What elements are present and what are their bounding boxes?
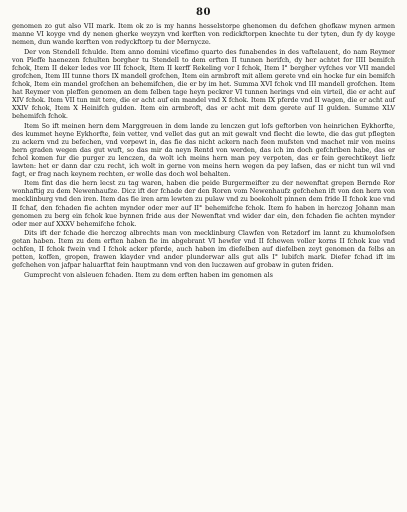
paragraph-3: Item So ift meinen hern dem Marggreuen in dem lande zu lenczen gut lofs geftorben von heinrichen Eykhorfte, des kummet heyne Eykhorfte, fein vetter, vnd vellet das gut an mit gewalt vnd flecht die lewte, die das gut pflegten zu ackern vnd zu befechen, vnd vorpewt in, das fie das nicht ackern nach feen mufsten vnd machet mir von meins hern graden wegen das gut wuft, so das mir da neyn Rentd von werden, das ich im doch gefchriben habe, das er fchol komen fur die purger zu lenczen, da wolt ich meins hern man pey verpoten, das er fein gerechtikeyt liefz lawten: het er dann dar czu recht, ich wolt in gerne von meins hern wegen da pey lafsen, das er nicht tun wil vnd fagt, er frag nach keynem rechten, er wolle das doch wol behalten. xyxy=(12,121,395,178)
paragraph-5: Dits ift der fchade die herczog albrechts man von mecklinburg Clawfen von Retzdorf im lannt zu khumolofsen getan haben. Item zu dem erften haben fie im abgebrant VI hewfer vnd II fchewen voller korns II fchok kue vnd ochfen, II fchok fwein vnd I fchok acker pferde, auch haben im diefelben auf diefelben zeyt genomen da felbs an petten, koffen, gropen, frawen klayder vnd ander plunderwar alls gut alls I° lubifch mark. Diefer fchad ift im gefchehen von jafpar haluarftat fein hauptmann vnd von den luczawen auf grobaw in guten friden. xyxy=(12,229,395,270)
paragraph-2: Der von Stendell fchulde. Item anno domini vicefimo quarto des funabendes in des vaftelauent, do nam Reymer von Pleffe haenezen fchulten borgher tu Stendell to dem erften II tunnen herifch, dy her achtet for IIII bemifch fchok, Item II deker ledes vor III fchock, Item II kerff Rekeling vor I fchok, Item I° bergher vyfches vor VII mandel grofchen, Item III tunne thors IX mandell grofchen, Item ein armbroft mit allem gerete vnd ein hocke fur ein bemifch fchok, Item ein mandel grofchen an behemifchen, die er by im het. Summa XVI fchok vnd III mandell grofchen. Item hat Reymer von pleffen genomen an dem felben tage heyn peckrer VI tunnen herings vnd ein virteil, die er acht auf XIV fchok. Item VII tun mit tere, die er acht auf ein mandel vnd X fchok. Item IX pferde vnd II wagen, die er acht auf XXIV fchok, Item X Heinifch gulden. Item ein armbroft, das er acht mit dem gerete auf II gulden. Summe XLV behemifch fchok. xyxy=(12,47,395,121)
page-number: 80 xyxy=(196,7,211,18)
paragraph-1: genomen zo gut also VII mark. Item ok zo is my hanns hesselstorpe ghenomen du defchen ghofkaw mynen armen manne VI koyge vnd dy nenen gherke weyzyn vnd kerften von redickftorpen knechte tu der tyten, dun fy dy koyge nemen, dun wande kerften von redyckftorp tu der Mernycze. xyxy=(12,22,395,47)
document-body xyxy=(12,22,395,279)
paragraph-6: Gumprecht von alsleuen fchaden. Item zu dem erften haben im genomen als xyxy=(24,270,273,279)
paragraph-4: Item fint das die hern lecst zu tag waren, haben die peide Burgermeifter zu der newenftat grepen Bernde Ror wonhaftig zu dem Newenhaufze. Dicz ift der fchade der den Roren vom Newenhaufz gefchehen ift von den hern von mecklinburg vnd den iren. Item das fie iren arm lewten zu pulaw vnd zu boekoholt pinnen dem fride II fchok kue vnd II fchaf, den fchaden fie achten mynder oder mer auf II° behemifche fchok. Item fo haben in herczog Johann man genomen zu berg ein fchok kue bynnen fride aus der Newenftat vnd wider dar ein, den fchaden fie achten mynder oder mer auf XXXV behemifche fchok. xyxy=(12,179,395,228)
